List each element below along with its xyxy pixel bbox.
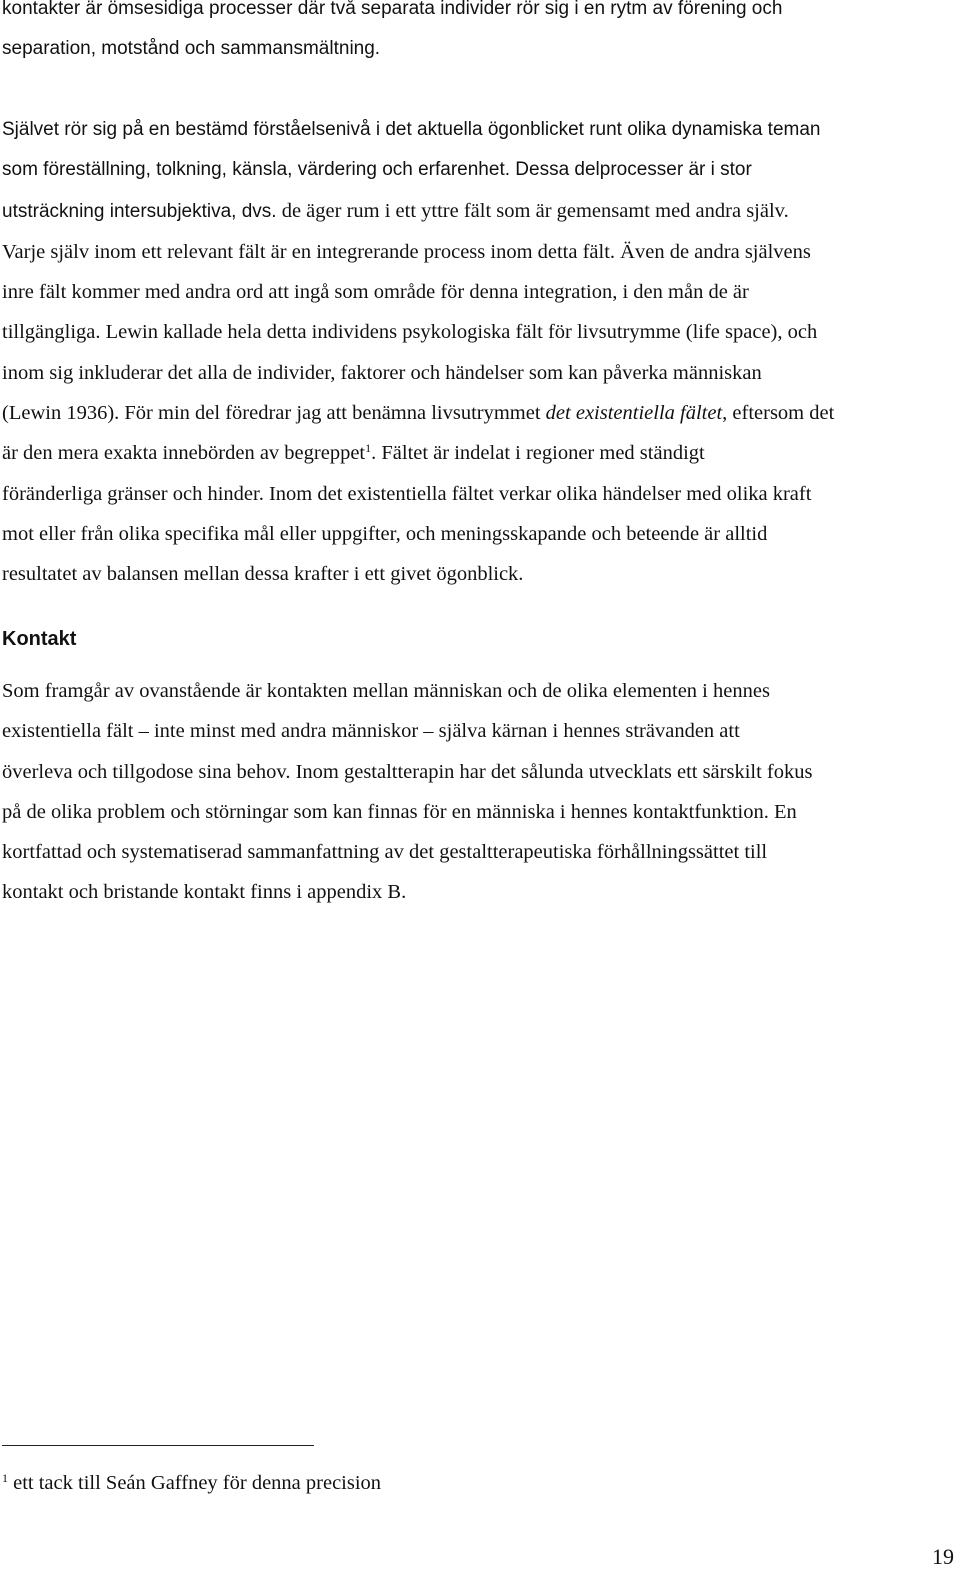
text-line: tillgängliga. Lewin kallade hela detta individens psykologiska fält för livsutrymme (life space), och	[2, 321, 818, 344]
text-line: föränderliga gränser och hinder. Inom det existentiella fältet verkar olika händelser med olika kraft	[2, 482, 812, 505]
text-line: kortfattad och systematiserad sammanfattning av det gestaltterapeutiska förhållningssättet till	[2, 841, 768, 864]
footnote	[2, 1468, 381, 1498]
paragraph-intro	[2, 0, 957, 70]
text-line: överleva och tillgodose sina behov. Inom gestaltterapin har det sålunda utvecklats ett särskilt fokus	[2, 760, 813, 783]
text-line: kontakt och bristande kontakt finns i appendix B.	[2, 881, 407, 904]
footnote-marker: 1	[2, 1471, 8, 1485]
text-fragment: är den mera exakta innebörden av begreppet	[2, 442, 366, 465]
text-fragment: (Lewin 1936). För min del föredrar jag att benämna livsutrymmet	[2, 402, 546, 425]
section-heading: Kontakt	[2, 628, 77, 650]
text-line: kontakter är ömsesidiga processer där två separata individer rör sig i en rytm av förening och	[2, 0, 783, 19]
footnote-reference[interactable]: 1	[365, 441, 372, 456]
text-line: existentiella fält – inte minst med andra människor – själva kärnan i hennes strävanden att	[2, 720, 740, 743]
footnote-text: ett tack till Seán Gaffney för denna precision	[8, 1472, 382, 1494]
text-fragment: , eftersom det	[722, 402, 835, 425]
text-line-mixed	[2, 191, 957, 232]
text-line: som föreställning, tolkning, känsla, värdering och erfarenhet. Dessa delprocesser är i stor	[2, 159, 752, 181]
text-line-mixed	[2, 393, 957, 433]
text-fragment: de äger rum i ett yttre fält som är gemensamt med andra själv.	[276, 199, 789, 222]
text-line: mot eller från olika specifika mål eller uppgifter, och meningsskapande och beteende är alltid	[2, 522, 768, 545]
text-line: inom sig inkluderar det alla de individer, faktorer och händelser som kan påverka människan	[2, 361, 762, 384]
paragraph-kontakt	[2, 671, 957, 913]
text-line: separation, motstånd och sammansmältning.	[2, 38, 381, 60]
text-fragment: utsträckning intersubjektiva, dvs.	[2, 200, 277, 222]
text-line: inre fält kommer med andra ord att ingå som område för denna integration, i den mån de är	[2, 281, 749, 304]
footnote-divider	[2, 1445, 314, 1446]
text-line: på de olika problem och störningar som kan finnas för en människa i hennes kontaktfunktion. En	[2, 800, 797, 823]
text-line: Självet rör sig på en bestämd förståelsenivå i det aktuella ögonblicket runt olika dynamiska teman	[2, 119, 821, 140]
page-number: 19	[932, 1544, 954, 1569]
text-line-mixed	[2, 433, 957, 473]
text-line: Varje själv inom ett relevant fält är en integrerande process inom detta fält. Även de andra självens	[2, 240, 811, 263]
paragraph-sjalvet	[2, 110, 957, 595]
text-line: resultatet av balansen mellan dessa krafter i ett givet ögonblick.	[2, 563, 524, 586]
text-fragment: . Fältet är indelat i regioner med ständigt	[371, 442, 705, 465]
text-line: Som framgår av ovanstående är kontakten mellan människan och de olika elementen i hennes	[2, 680, 770, 702]
italic-term: det existentiella fältet	[545, 402, 723, 425]
